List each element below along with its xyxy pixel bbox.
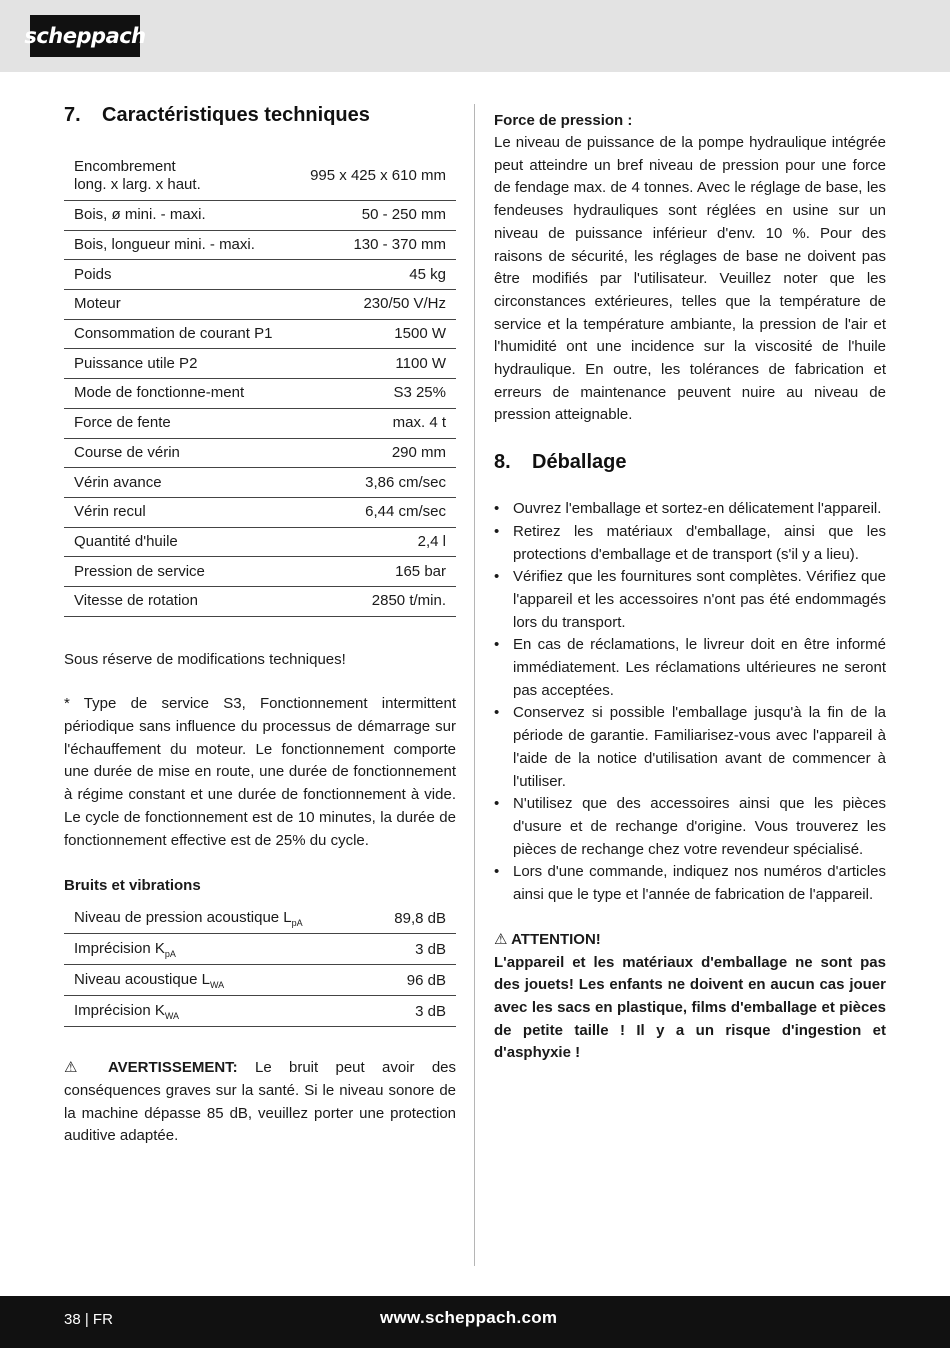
noise-value: 89,8 dB xyxy=(368,903,456,934)
spec-value: 6,44 cm/sec xyxy=(293,497,456,527)
noise-table xyxy=(64,903,456,1027)
table-row xyxy=(64,201,456,231)
table-row xyxy=(64,349,456,379)
spec-label: Mode de fonctionne-ment xyxy=(64,379,293,409)
list-item-text: Vérifiez que les fournitures sont complètes. Vérifiez que l'appareil et les accessoires n'ont pas été endommagés lors du transport. xyxy=(513,568,886,631)
table-row xyxy=(64,438,456,468)
list-item xyxy=(494,498,886,521)
section-7-heading xyxy=(64,104,456,127)
spec-value: 290 mm xyxy=(293,438,456,468)
spec-label: Consommation de courant P1 xyxy=(64,319,293,349)
website-link[interactable]: www.scheppach.com xyxy=(380,1308,558,1327)
noise-value: 96 dB xyxy=(368,965,456,996)
section-number: 7. xyxy=(64,104,81,126)
noise-label-subscript: pA xyxy=(164,948,176,959)
table-row xyxy=(64,527,456,557)
attention-label: ATTENTION! xyxy=(511,930,601,948)
list-item-text: N'utilisez que des accessoires ainsi que les pièces d'usure et de rechange d'origine. Vous trouverez les pièces de rechange chez votre revendeur spécialisé. xyxy=(513,795,886,858)
table-row xyxy=(64,934,456,965)
spec-value: 130 - 370 mm xyxy=(293,230,456,260)
attention-icon: ⚠ xyxy=(494,930,508,948)
bullet-icon: • xyxy=(494,636,500,654)
spec-value: 2,4 l xyxy=(293,527,456,557)
list-item-text: En cas de réclamations, le livreur doit en être informé immédiatement. Les réclamations ultérieures ne seront pas acceptées. xyxy=(513,636,886,699)
spec-value: 45 kg xyxy=(293,260,456,290)
spec-value: S3 25% xyxy=(293,379,456,409)
section-title: Caractéristiques techniques xyxy=(102,104,370,126)
warning-label: AVERTISSEMENT: xyxy=(107,1059,238,1077)
list-item-text: Retirez les matériaux d'emballage, ainsi que les protections d'emballage et de transport (s'il y a lieu). xyxy=(513,522,886,563)
list-item xyxy=(494,702,886,793)
spec-label: Bois, longueur mini. - maxi. xyxy=(64,230,293,260)
section-8-heading xyxy=(494,451,886,474)
page-number: 38 | FR xyxy=(64,1311,113,1328)
bullet-icon: • xyxy=(494,704,500,722)
table-row xyxy=(64,260,456,290)
list-item-text: Lors d'une commande, indiquez nos numéros d'articles ainsi que le type et l'année de fabrication de l'appareil. xyxy=(513,863,886,904)
noise-warning xyxy=(64,1057,456,1148)
list-item xyxy=(494,634,886,702)
noise-label-subscript: WA xyxy=(164,1010,180,1021)
bullet-icon: • xyxy=(494,500,500,518)
spec-value: 165 bar xyxy=(293,557,456,587)
spec-label: Puissance utile P2 xyxy=(64,349,293,379)
spec-label: Quantité d'huile xyxy=(64,527,293,557)
list-item xyxy=(494,566,886,634)
spec-label: Poids xyxy=(64,260,293,290)
attention-text: L'appareil et les matériaux d'emballage ne sont pas des jouets! Les enfants ne doivent en aucun cas jouer avec les sacs en plastique, films d'emballage et pièces de petite taille ! Il y a un risque d'ingestion et d'asphyxie ! xyxy=(494,953,886,1062)
table-row xyxy=(64,903,456,934)
spec-value: 50 - 250 mm xyxy=(293,201,456,231)
table-row xyxy=(64,152,456,201)
table-row xyxy=(64,468,456,498)
spec-label: Encombrement long. x larg. x haut. xyxy=(64,152,293,201)
warning-icon: ⚠ xyxy=(64,1059,91,1077)
unpacking-list xyxy=(494,498,886,907)
spec-value: 2850 t/min. xyxy=(293,586,456,616)
scheppach-logo: scheppach xyxy=(30,15,140,57)
spec-label: Vérin avance xyxy=(64,468,293,498)
warning-text: Le bruit peut avoir des conséquences graves sur la santé. Si le niveau sonore de la machine dépasse 85 dB, veuillez porter une protection auditive adaptée. xyxy=(64,1059,457,1145)
spec-label: Vitesse de rotation xyxy=(64,586,293,616)
table-row xyxy=(64,379,456,409)
list-item-text: Conservez si possible l'emballage jusqu'à la fin de la période de garantie. Familiarisez-vous avec l'appareil à l'aide de la notice d'utilisation avant de commencer à l'utiliser. xyxy=(513,704,886,790)
service-note: * Type de service S3, Fonctionnement intermittent périodique sans influence du processus de démarrage sur l'échauffement du moteur. Le fonctionnement comporte une durée de mise en route, une durée de fonctionnement à régime constant et une durée de fonctionnement à vide. Le cycle de fonctionnement est de 10 minutes, la durée de fonctionnement effective est de 25% du cycle. xyxy=(64,695,456,849)
column-divider xyxy=(474,104,475,1266)
noise-label-subscript: WA xyxy=(209,979,225,990)
table-row xyxy=(64,408,456,438)
list-item xyxy=(494,521,886,566)
spec-value: 1500 W xyxy=(293,319,456,349)
bullet-icon: • xyxy=(494,863,500,881)
spec-label: Moteur xyxy=(64,290,293,320)
reserve-note: Sous réserve de modifications techniques! xyxy=(64,650,346,668)
table-row xyxy=(64,230,456,260)
table-row xyxy=(64,557,456,587)
spec-value: max. 4 t xyxy=(293,408,456,438)
noise-label xyxy=(64,903,368,934)
noise-label-text: Imprécision K xyxy=(74,939,165,957)
list-item xyxy=(494,793,886,861)
noise-label xyxy=(64,934,368,965)
spec-value: 3,86 cm/sec xyxy=(293,468,456,498)
table-row xyxy=(64,290,456,320)
bullet-icon: • xyxy=(494,795,500,813)
header-band xyxy=(0,0,950,72)
noise-label xyxy=(64,996,368,1027)
pressure-text: Le niveau de puissance de la pompe hydraulique intégrée peut atteindre un bref niveau de pression pour une force de fendage max. de 4 tonnes. Avec le réglage de base, les fendeuses hydrauliques sont réglées en usine sur un niveau de puissance inférieur d'env. 10 %. Pour des raisons de sécurité, les réglages de base ne doivent pas être modifiés par l'utilisateur. Veuillez noter que les circonstances extérieures, telles que la température de service et la température ambiante, la pression de l'air et l'humidité ont une incidence sur la viscosité de l'huile hydraulique. En outre, les tolérances de fabrication et erreurs de maintenance peuvent nuire au niveau de pression atteignable. xyxy=(494,134,886,424)
table-row xyxy=(64,965,456,996)
table-row xyxy=(64,497,456,527)
noise-label-text: Niveau acoustique L xyxy=(74,970,210,988)
footer xyxy=(0,1296,950,1348)
spec-label: Course de vérin xyxy=(64,438,293,468)
attention-heading xyxy=(494,929,886,952)
spec-value: 1100 W xyxy=(293,349,456,379)
section-number: 8. xyxy=(494,451,511,474)
bullet-icon: • xyxy=(494,522,500,540)
noise-value: 3 dB xyxy=(368,996,456,1027)
spec-value: 995 x 425 x 610 mm xyxy=(293,152,456,201)
noise-value: 3 dB xyxy=(368,934,456,965)
list-item xyxy=(494,861,886,906)
table-row xyxy=(64,319,456,349)
right-column xyxy=(494,110,886,1065)
spec-label: Pression de service xyxy=(64,557,293,587)
bullet-icon: • xyxy=(494,568,500,586)
table-row xyxy=(64,586,456,616)
list-item-text: Ouvrez l'emballage et sortez-en délicatement l'appareil. xyxy=(513,500,882,518)
noise-heading: Bruits et vibrations xyxy=(64,877,201,895)
noise-label-text: Niveau de pression acoustique L xyxy=(74,908,292,926)
noise-label xyxy=(64,965,368,996)
spec-label: Bois, ø mini. - maxi. xyxy=(64,201,293,231)
spec-label: Force de fente xyxy=(64,408,293,438)
section-title: Déballage xyxy=(532,451,627,474)
pressure-heading: Force de pression : xyxy=(494,112,633,129)
noise-label-subscript: pA xyxy=(291,917,303,928)
spec-label: Vérin recul xyxy=(64,497,293,527)
noise-label-text: Imprécision K xyxy=(74,1001,165,1019)
spec-value: 230/50 V/Hz xyxy=(293,290,456,320)
specs-table xyxy=(64,152,456,617)
table-row xyxy=(64,996,456,1027)
left-column xyxy=(64,104,456,1148)
